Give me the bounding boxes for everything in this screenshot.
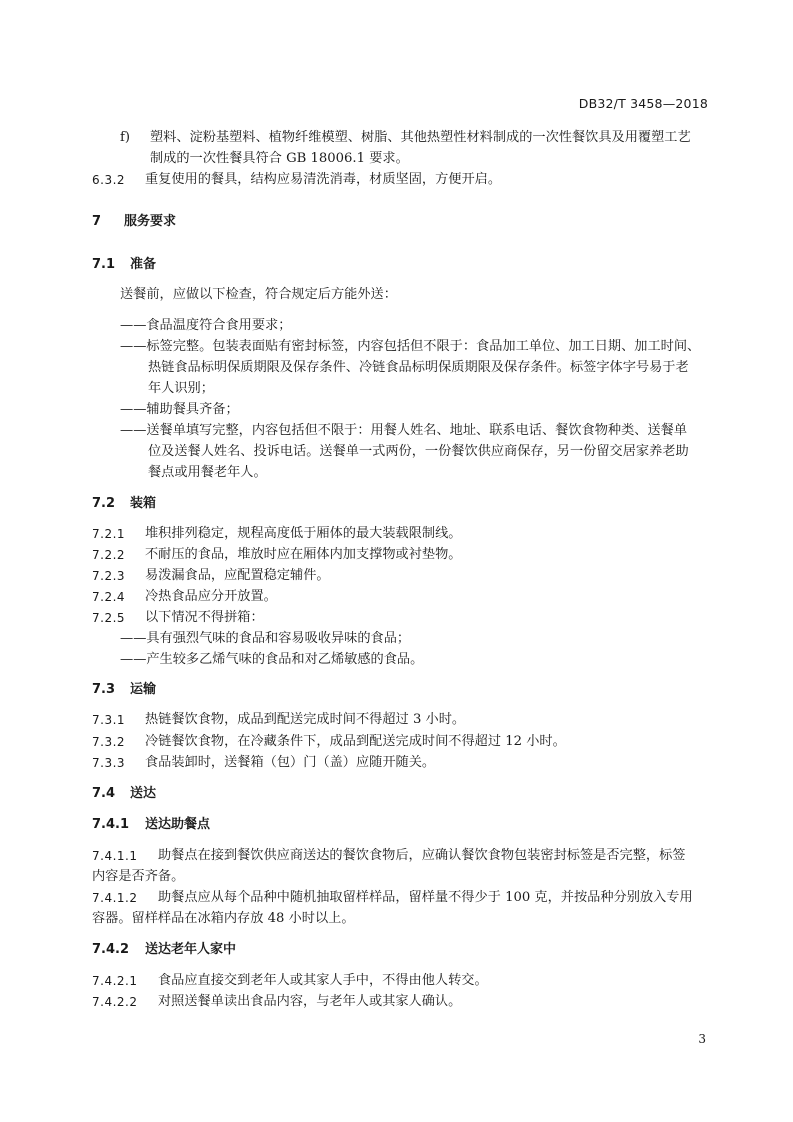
list-item-continuation: 位及送餐人姓名、投诉电话。送餐单一式两份，一份餐饮供应商保存，另一份留交居家养老助 [148, 444, 689, 459]
clause-number: 7.4.2.1 [92, 974, 138, 988]
list-item: ——食品温度符合食用要求； [120, 318, 292, 333]
clause-number: 7.2.3 [92, 569, 126, 583]
subsection-number: 7.4.1 [92, 817, 130, 832]
section-number: 7 [92, 214, 102, 229]
list-item: ——送餐单填写完整，内容包括但不限于：用餐人姓名、地址、联系电话、餐饮食物种类、送餐单 [120, 423, 688, 438]
clause-number: 7.4.1.1 [92, 849, 138, 863]
section-number: 7.1 [92, 257, 116, 272]
clause-number: 7.4.1.2 [92, 891, 138, 905]
section-title: 装箱 [130, 496, 157, 511]
paragraph: 送餐前，应做以下检查，符合规定后方能外送： [120, 287, 397, 302]
clause-number: 7.2.1 [92, 527, 126, 541]
clause-f-line-1: 塑料、淀粉基塑料、植物纤维模塑、树脂、其他热塑性材料制成的一次性餐饮具及用覆塑工艺 [150, 130, 691, 145]
list-item: ——标签完整。包装表面贴有密封标签，内容包括但不限于：食品加工单位、加工日期、加工时间、 [120, 339, 701, 354]
clause-text: 易泼漏食品，应配置稳定辅件。 [145, 568, 330, 583]
clause-number: 7.2.4 [92, 590, 126, 604]
clause-number: 7.4.2.2 [92, 995, 138, 1009]
clause-text: 冷热食品应分开放置。 [145, 589, 277, 604]
list-item-continuation: 年人识别； [148, 381, 214, 396]
clause-text: 助餐点应从每个品种中随机抽取留样样品，留样量不得少于 100 克，并按品种分别放入专用 [158, 890, 693, 905]
page-number: 3 [698, 1032, 706, 1046]
section-title: 服务要求 [124, 214, 177, 229]
clause-number: 7.3.2 [92, 735, 126, 749]
subsection-title: 送达老年人家中 [145, 942, 237, 957]
section-number: 7.3 [92, 682, 116, 697]
clause-number: 7.3.3 [92, 756, 126, 770]
clause-text: 冷链餐饮食物，在冷藏条件下，成品到配送完成时间不得超过 12 小时。 [145, 734, 566, 749]
subsection-title: 送达助餐点 [145, 817, 211, 832]
clause-text: 堆积排列稳定，规程高度低于厢体的最大装载限制线。 [145, 526, 462, 541]
list-item: ——辅助餐具齐备； [120, 402, 239, 417]
clause-text: 不耐压的食品，堆放时应在厢体内加支撑物或衬垫物。 [145, 547, 462, 562]
list-marker-f: f) [120, 130, 131, 145]
clause-text-continuation: 内容是否齐备。 [92, 869, 185, 884]
clause-text: 助餐点在接到餐饮供应商送达的餐饮食物后，应确认餐饮食物包装密封标签是否完整，标签 [158, 848, 686, 863]
clause-text: 重复使用的餐具，结构应易清洗消毒，材质坚固，方便开启。 [145, 172, 502, 187]
clause-number: 7.3.1 [92, 713, 126, 727]
clause-text: 以下情况不得拼箱： [145, 610, 264, 625]
list-item: ——产生较多乙烯气味的食品和对乙烯敏感的食品。 [120, 652, 424, 667]
subsection-number: 7.4.2 [92, 942, 130, 957]
clause-text: 热链餐饮食物，成品到配送完成时间不得超过 3 小时。 [145, 712, 466, 727]
clause-text: 食品应直接交到老年人或其家人手中，不得由他人转交。 [158, 973, 488, 988]
section-title: 运输 [130, 682, 157, 697]
section-number: 7.2 [92, 496, 116, 511]
list-item-continuation: 热链食品标明保质期限及保存条件、冷链食品标明保质期限及保存条件。标签字体字号易于老 [148, 360, 689, 375]
section-title: 送达 [130, 786, 157, 801]
clause-text: 对照送餐单读出食品内容，与老年人或其家人确认。 [158, 994, 462, 1009]
clause-text-continuation: 容器。留样样品在冰箱内存放 48 小时以上。 [92, 911, 355, 926]
clause-f-line-2: 制成的一次性餐具符合 GB 18006.1 要求。 [150, 151, 409, 166]
section-title: 准备 [130, 257, 157, 272]
clause-number: 7.2.5 [92, 611, 126, 625]
list-item: ——具有强烈气味的食品和容易吸收异味的食品； [120, 631, 411, 646]
section-number: 7.4 [92, 786, 116, 801]
clause-text: 食品装卸时，送餐箱（包）门（盖）应随开随关。 [145, 755, 436, 770]
clause-number: 6.3.2 [92, 173, 126, 187]
standard-code: DB32/T 3458—2018 [578, 96, 708, 111]
clause-number: 7.2.2 [92, 548, 126, 562]
list-item-continuation: 餐点或用餐老年人。 [148, 465, 267, 480]
